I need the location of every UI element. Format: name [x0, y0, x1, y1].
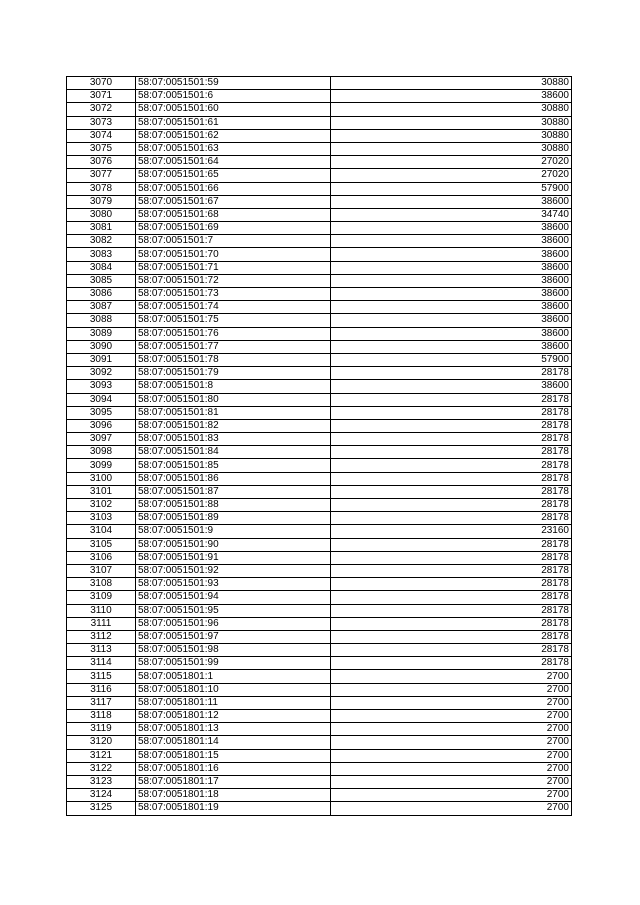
- cadastral-value-table: [66, 76, 572, 816]
- table-row: [67, 512, 572, 525]
- value-cell: 2700: [331, 696, 572, 709]
- table-row: [67, 749, 572, 762]
- value-cell: 28178: [331, 644, 572, 657]
- row-number-cell: 3114: [67, 657, 136, 670]
- value-cell: 28178: [331, 564, 572, 577]
- cadastral-number-cell: 58:07:0051801:19: [136, 802, 331, 815]
- row-number-cell: 3083: [67, 248, 136, 261]
- cadastral-number-cell: 58:07:0051501:77: [136, 340, 331, 353]
- table-row: [67, 591, 572, 604]
- cadastral-number-cell: 58:07:0051501:70: [136, 248, 331, 261]
- value-cell: 28178: [331, 367, 572, 380]
- cadastral-number-cell: 58:07:0051501:89: [136, 512, 331, 525]
- row-number-cell: 3081: [67, 222, 136, 235]
- cadastral-number-cell: 58:07:0051501:9: [136, 525, 331, 538]
- row-number-cell: 3111: [67, 617, 136, 630]
- table-row: [67, 129, 572, 142]
- table-row: [67, 116, 572, 129]
- row-number-cell: 3075: [67, 142, 136, 155]
- table-row: [67, 683, 572, 696]
- row-number-cell: 3113: [67, 644, 136, 657]
- table-row: [67, 169, 572, 182]
- table-row: [67, 696, 572, 709]
- value-cell: 28178: [331, 617, 572, 630]
- cadastral-number-cell: 58:07:0051501:59: [136, 77, 331, 90]
- row-number-cell: 3107: [67, 564, 136, 577]
- value-cell: 30880: [331, 103, 572, 116]
- table-row: [67, 288, 572, 301]
- cadastral-number-cell: 58:07:0051801:13: [136, 723, 331, 736]
- value-cell: 38600: [331, 235, 572, 248]
- row-number-cell: 3077: [67, 169, 136, 182]
- value-cell: 28178: [331, 657, 572, 670]
- table-row: [67, 103, 572, 116]
- cadastral-number-cell: 58:07:0051501:62: [136, 129, 331, 142]
- table-row: [67, 499, 572, 512]
- cadastral-number-cell: 58:07:0051501:64: [136, 156, 331, 169]
- table-row: [67, 353, 572, 366]
- cadastral-number-cell: 58:07:0051501:65: [136, 169, 331, 182]
- cadastral-number-cell: 58:07:0051501:78: [136, 353, 331, 366]
- value-cell: 38600: [331, 380, 572, 393]
- cadastral-number-cell: 58:07:0051801:17: [136, 775, 331, 788]
- value-cell: 2700: [331, 670, 572, 683]
- row-number-cell: 3078: [67, 182, 136, 195]
- row-number-cell: 3074: [67, 129, 136, 142]
- cadastral-number-cell: 58:07:0051501:85: [136, 459, 331, 472]
- table-row: [67, 261, 572, 274]
- row-number-cell: 3079: [67, 195, 136, 208]
- cadastral-number-cell: 58:07:0051801:10: [136, 683, 331, 696]
- value-cell: 28178: [331, 419, 572, 432]
- value-cell: 38600: [331, 248, 572, 261]
- value-cell: 38600: [331, 340, 572, 353]
- cadastral-number-cell: 58:07:0051501:86: [136, 472, 331, 485]
- value-cell: 30880: [331, 129, 572, 142]
- table-row: [67, 156, 572, 169]
- row-number-cell: 3120: [67, 736, 136, 749]
- table-row: [67, 327, 572, 340]
- cadastral-number-cell: 58:07:0051501:66: [136, 182, 331, 195]
- cadastral-number-cell: 58:07:0051501:67: [136, 195, 331, 208]
- cadastral-number-cell: 58:07:0051501:60: [136, 103, 331, 116]
- cadastral-number-cell: 58:07:0051501:61: [136, 116, 331, 129]
- cadastral-number-cell: 58:07:0051501:72: [136, 274, 331, 287]
- cadastral-number-cell: 58:07:0051801:15: [136, 749, 331, 762]
- cadastral-number-cell: 58:07:0051501:8: [136, 380, 331, 393]
- table-row: [67, 340, 572, 353]
- value-cell: 30880: [331, 142, 572, 155]
- table-row: [67, 723, 572, 736]
- table-row: [67, 459, 572, 472]
- row-number-cell: 3092: [67, 367, 136, 380]
- value-cell: 38600: [331, 90, 572, 103]
- table-row: [67, 314, 572, 327]
- value-cell: 2700: [331, 802, 572, 815]
- value-cell: 38600: [331, 274, 572, 287]
- table-row: [67, 802, 572, 815]
- value-cell: 38600: [331, 222, 572, 235]
- row-number-cell: 3073: [67, 116, 136, 129]
- cadastral-number-cell: 58:07:0051501:99: [136, 657, 331, 670]
- row-number-cell: 3089: [67, 327, 136, 340]
- table-row: [67, 393, 572, 406]
- table-row: [67, 380, 572, 393]
- table-row: [67, 736, 572, 749]
- table-row: [67, 274, 572, 287]
- row-number-cell: 3096: [67, 419, 136, 432]
- table-row: [67, 222, 572, 235]
- row-number-cell: 3109: [67, 591, 136, 604]
- table-row: [67, 208, 572, 221]
- table-row: [67, 657, 572, 670]
- value-cell: 27020: [331, 156, 572, 169]
- row-number-cell: 3101: [67, 485, 136, 498]
- cadastral-number-cell: 58:07:0051501:91: [136, 551, 331, 564]
- table-row: [67, 182, 572, 195]
- table-row: [67, 604, 572, 617]
- value-cell: 28178: [331, 551, 572, 564]
- value-cell: 28178: [331, 459, 572, 472]
- value-cell: 38600: [331, 288, 572, 301]
- value-cell: 38600: [331, 261, 572, 274]
- cadastral-number-cell: 58:07:0051501:97: [136, 630, 331, 643]
- table-row: [67, 789, 572, 802]
- cadastral-number-cell: 58:07:0051501:74: [136, 301, 331, 314]
- row-number-cell: 3088: [67, 314, 136, 327]
- value-cell: 28178: [331, 393, 572, 406]
- table-row: [67, 578, 572, 591]
- row-number-cell: 3070: [67, 77, 136, 90]
- cadastral-number-cell: 58:07:0051501:80: [136, 393, 331, 406]
- cadastral-number-cell: 58:07:0051501:98: [136, 644, 331, 657]
- cadastral-number-cell: 58:07:0051501:96: [136, 617, 331, 630]
- row-number-cell: 3124: [67, 789, 136, 802]
- cadastral-number-cell: 58:07:0051501:7: [136, 235, 331, 248]
- row-number-cell: 3103: [67, 512, 136, 525]
- row-number-cell: 3100: [67, 472, 136, 485]
- row-number-cell: 3094: [67, 393, 136, 406]
- value-cell: 2700: [331, 749, 572, 762]
- value-cell: 28178: [331, 538, 572, 551]
- table-row: [67, 406, 572, 419]
- value-cell: 28178: [331, 433, 572, 446]
- row-number-cell: 3115: [67, 670, 136, 683]
- table-row: [67, 90, 572, 103]
- table-row: [67, 762, 572, 775]
- row-number-cell: 3122: [67, 762, 136, 775]
- row-number-cell: 3118: [67, 710, 136, 723]
- value-cell: 2700: [331, 723, 572, 736]
- row-number-cell: 3076: [67, 156, 136, 169]
- cadastral-number-cell: 58:07:0051801:11: [136, 696, 331, 709]
- value-cell: 28178: [331, 406, 572, 419]
- cadastral-number-cell: 58:07:0051501:83: [136, 433, 331, 446]
- table-row: [67, 525, 572, 538]
- row-number-cell: 3087: [67, 301, 136, 314]
- cadastral-number-cell: 58:07:0051501:75: [136, 314, 331, 327]
- value-cell: 28178: [331, 499, 572, 512]
- row-number-cell: 3097: [67, 433, 136, 446]
- table-row: [67, 433, 572, 446]
- table-row: [67, 670, 572, 683]
- value-cell: 27020: [331, 169, 572, 182]
- row-number-cell: 3121: [67, 749, 136, 762]
- table-row: [67, 710, 572, 723]
- value-cell: 28178: [331, 630, 572, 643]
- table-row: [67, 77, 572, 90]
- row-number-cell: 3080: [67, 208, 136, 221]
- table-row: [67, 617, 572, 630]
- value-cell: 2700: [331, 789, 572, 802]
- value-cell: 38600: [331, 314, 572, 327]
- cadastral-number-cell: 58:07:0051501:90: [136, 538, 331, 551]
- row-number-cell: 3104: [67, 525, 136, 538]
- table-row: [67, 485, 572, 498]
- cadastral-number-cell: 58:07:0051801:12: [136, 710, 331, 723]
- row-number-cell: 3082: [67, 235, 136, 248]
- row-number-cell: 3112: [67, 630, 136, 643]
- cadastral-number-cell: 58:07:0051501:81: [136, 406, 331, 419]
- value-cell: 38600: [331, 327, 572, 340]
- table-body: [67, 77, 572, 816]
- table-row: [67, 630, 572, 643]
- row-number-cell: 3090: [67, 340, 136, 353]
- cadastral-number-cell: 58:07:0051501:73: [136, 288, 331, 301]
- cadastral-number-cell: 58:07:0051501:68: [136, 208, 331, 221]
- cadastral-number-cell: 58:07:0051501:79: [136, 367, 331, 380]
- cadastral-number-cell: 58:07:0051801:1: [136, 670, 331, 683]
- value-cell: 28178: [331, 512, 572, 525]
- row-number-cell: 3086: [67, 288, 136, 301]
- value-cell: 28178: [331, 472, 572, 485]
- row-number-cell: 3098: [67, 446, 136, 459]
- table-row: [67, 644, 572, 657]
- value-cell: 2700: [331, 775, 572, 788]
- cadastral-number-cell: 58:07:0051801:14: [136, 736, 331, 749]
- row-number-cell: 3123: [67, 775, 136, 788]
- table-row: [67, 195, 572, 208]
- row-number-cell: 3105: [67, 538, 136, 551]
- cadastral-number-cell: 58:07:0051501:71: [136, 261, 331, 274]
- value-cell: 34740: [331, 208, 572, 221]
- value-cell: 57900: [331, 182, 572, 195]
- row-number-cell: 3071: [67, 90, 136, 103]
- cadastral-number-cell: 58:07:0051801:18: [136, 789, 331, 802]
- row-number-cell: 3110: [67, 604, 136, 617]
- table-row: [67, 538, 572, 551]
- row-number-cell: 3072: [67, 103, 136, 116]
- cadastral-number-cell: 58:07:0051501:76: [136, 327, 331, 340]
- value-cell: 2700: [331, 710, 572, 723]
- row-number-cell: 3093: [67, 380, 136, 393]
- row-number-cell: 3116: [67, 683, 136, 696]
- table-row: [67, 301, 572, 314]
- cadastral-number-cell: 58:07:0051501:87: [136, 485, 331, 498]
- row-number-cell: 3117: [67, 696, 136, 709]
- table-row: [67, 142, 572, 155]
- value-cell: 28178: [331, 446, 572, 459]
- row-number-cell: 3102: [67, 499, 136, 512]
- value-cell: 2700: [331, 683, 572, 696]
- table-row: [67, 775, 572, 788]
- value-cell: 38600: [331, 301, 572, 314]
- value-cell: 30880: [331, 116, 572, 129]
- row-number-cell: 3095: [67, 406, 136, 419]
- row-number-cell: 3119: [67, 723, 136, 736]
- value-cell: 30880: [331, 77, 572, 90]
- row-number-cell: 3125: [67, 802, 136, 815]
- cadastral-number-cell: 58:07:0051501:94: [136, 591, 331, 604]
- cadastral-number-cell: 58:07:0051501:69: [136, 222, 331, 235]
- value-cell: 28178: [331, 591, 572, 604]
- cadastral-number-cell: 58:07:0051501:84: [136, 446, 331, 459]
- cadastral-number-cell: 58:07:0051501:6: [136, 90, 331, 103]
- cadastral-number-cell: 58:07:0051501:92: [136, 564, 331, 577]
- cadastral-number-cell: 58:07:0051801:16: [136, 762, 331, 775]
- row-number-cell: 3091: [67, 353, 136, 366]
- value-cell: 2700: [331, 736, 572, 749]
- table-row: [67, 248, 572, 261]
- table-row: [67, 564, 572, 577]
- value-cell: 57900: [331, 353, 572, 366]
- row-number-cell: 3108: [67, 578, 136, 591]
- table-row: [67, 367, 572, 380]
- value-cell: 28178: [331, 604, 572, 617]
- table-row: [67, 446, 572, 459]
- cadastral-number-cell: 58:07:0051501:88: [136, 499, 331, 512]
- table-row: [67, 235, 572, 248]
- value-cell: 28178: [331, 578, 572, 591]
- value-cell: 23160: [331, 525, 572, 538]
- value-cell: 28178: [331, 485, 572, 498]
- table-row: [67, 419, 572, 432]
- row-number-cell: 3106: [67, 551, 136, 564]
- cadastral-number-cell: 58:07:0051501:63: [136, 142, 331, 155]
- table-row: [67, 551, 572, 564]
- row-number-cell: 3084: [67, 261, 136, 274]
- value-cell: 38600: [331, 195, 572, 208]
- cadastral-number-cell: 58:07:0051501:93: [136, 578, 331, 591]
- row-number-cell: 3099: [67, 459, 136, 472]
- row-number-cell: 3085: [67, 274, 136, 287]
- cadastral-number-cell: 58:07:0051501:82: [136, 419, 331, 432]
- table-row: [67, 472, 572, 485]
- value-cell: 2700: [331, 762, 572, 775]
- cadastral-number-cell: 58:07:0051501:95: [136, 604, 331, 617]
